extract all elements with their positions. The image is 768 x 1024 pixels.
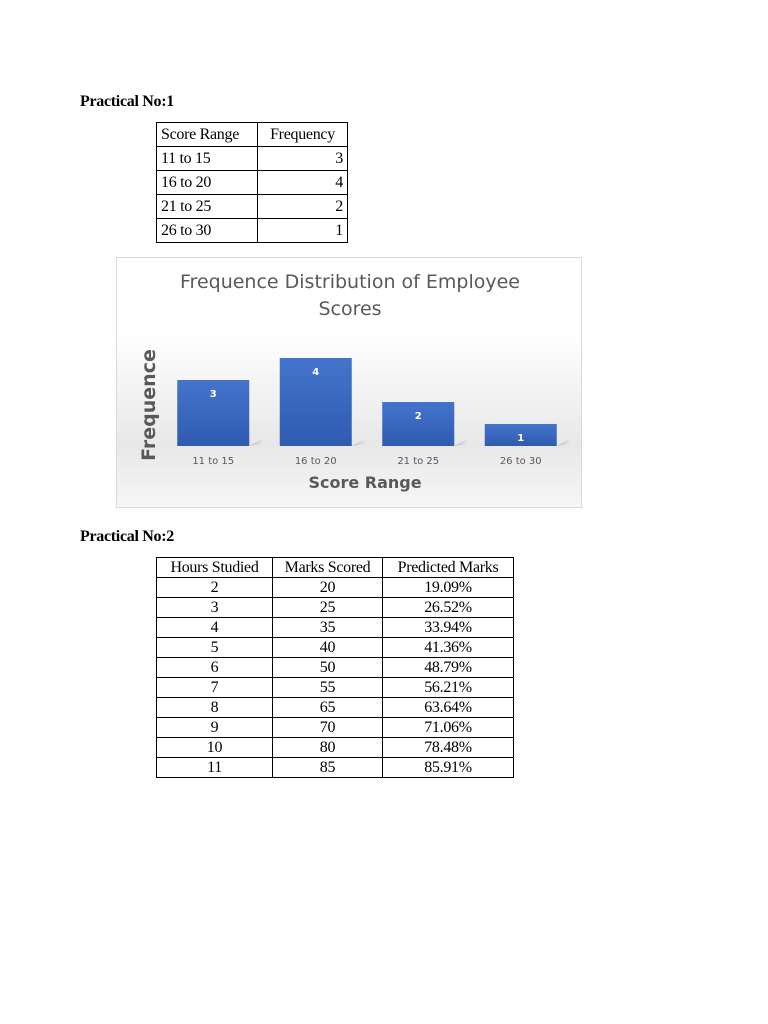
table-row	[157, 678, 514, 698]
table-row	[157, 598, 514, 618]
table-cell: 4	[258, 171, 348, 195]
data-label: 1	[517, 433, 525, 444]
table-row	[157, 738, 514, 758]
header-cell-score-range: Score Range	[157, 123, 258, 147]
table-cell: 40	[273, 638, 383, 658]
table-cell: 7	[157, 678, 273, 698]
table-cell: 1	[258, 219, 348, 243]
x-tick-label: 16 to 20	[294, 456, 337, 467]
table-cell: 55	[273, 678, 383, 698]
table-cell: 26 to 30	[157, 219, 258, 243]
x-tick-label: 21 to 25	[397, 456, 440, 467]
table-row	[157, 219, 348, 243]
table-cell: 56.21%	[383, 678, 514, 698]
table-header-row	[157, 558, 514, 578]
table-row	[157, 578, 514, 598]
table-cell: 50	[273, 658, 383, 678]
bar-shadow	[249, 438, 263, 446]
chart-bars	[177, 358, 571, 467]
frequency-bar-chart	[116, 257, 582, 508]
table-header-row	[157, 123, 348, 147]
chart-title-line-1: Frequence Distribution of Employee	[180, 271, 520, 293]
table-row	[157, 658, 514, 678]
score-frequency-table-body	[157, 123, 348, 243]
table-row	[157, 618, 514, 638]
table-row	[157, 147, 348, 171]
practical-1-heading: Practical No:1	[80, 93, 174, 110]
table-cell: 78.48%	[383, 738, 514, 758]
header-cell-hours-studied: Hours Studied	[157, 558, 273, 578]
hours-marks-table	[156, 557, 514, 778]
score-frequency-table	[156, 122, 348, 243]
table-cell: 2	[258, 195, 348, 219]
table-row	[157, 171, 348, 195]
table-cell: 48.79%	[383, 658, 514, 678]
table-cell: 65	[273, 698, 383, 718]
table-row	[157, 195, 348, 219]
table-cell: 8	[157, 698, 273, 718]
table-row	[157, 638, 514, 658]
bar-shadow	[454, 438, 468, 446]
data-label: 3	[209, 389, 217, 400]
table-cell: 71.06%	[383, 718, 514, 738]
bar-shadow	[557, 438, 571, 446]
table-cell: 6	[157, 658, 273, 678]
table-cell: 5	[157, 638, 273, 658]
data-label: 2	[414, 411, 422, 422]
header-cell-marks-scored: Marks Scored	[273, 558, 383, 578]
bar-21-to-25	[382, 402, 454, 446]
x-axis-title: Score Range	[308, 473, 422, 492]
table-row	[157, 758, 514, 778]
table-cell: 11 to 15	[157, 147, 258, 171]
bar-shadow	[352, 438, 366, 446]
table-cell: 20	[273, 578, 383, 598]
chart-canvas	[117, 258, 583, 509]
table-cell: 26.52%	[383, 598, 514, 618]
table-cell: 11	[157, 758, 273, 778]
table-row	[157, 698, 514, 718]
table-cell: 3	[157, 598, 273, 618]
table-cell: 19.09%	[383, 578, 514, 598]
table-cell: 70	[273, 718, 383, 738]
header-cell-predicted-marks: Predicted Marks	[383, 558, 514, 578]
table-cell: 41.36%	[383, 638, 514, 658]
table-row	[157, 718, 514, 738]
table-cell: 35	[273, 618, 383, 638]
table-cell: 80	[273, 738, 383, 758]
practical-2-heading: Practical No:2	[80, 528, 174, 545]
table-cell: 2	[157, 578, 273, 598]
table-cell: 21 to 25	[157, 195, 258, 219]
table-cell: 4	[157, 618, 273, 638]
table-cell: 10	[157, 738, 273, 758]
y-axis-title: Frequence	[138, 349, 160, 461]
header-cell-frequency: Frequency	[258, 123, 348, 147]
table-cell: 63.64%	[383, 698, 514, 718]
table-cell: 16 to 20	[157, 171, 258, 195]
table-cell: 85	[273, 758, 383, 778]
x-tick-label: 26 to 30	[499, 456, 542, 467]
x-tick-label: 11 to 15	[192, 456, 235, 467]
chart-title-line-2: Scores	[318, 298, 382, 320]
table-cell: 9	[157, 718, 273, 738]
hours-marks-table-body	[157, 558, 514, 778]
data-label: 4	[312, 367, 320, 378]
table-cell: 85.91%	[383, 758, 514, 778]
table-cell: 33.94%	[383, 618, 514, 638]
table-cell: 3	[258, 147, 348, 171]
table-cell: 25	[273, 598, 383, 618]
